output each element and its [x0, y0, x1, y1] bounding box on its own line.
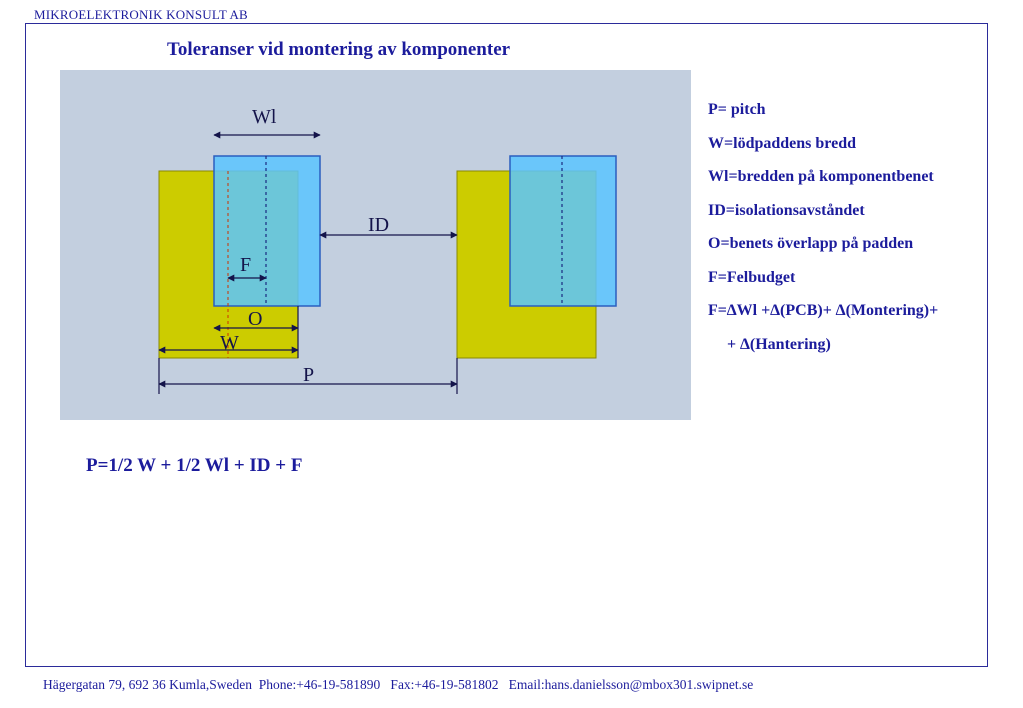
p-label: P	[303, 364, 315, 386]
definition-error-budget: F=Felbudget	[708, 268, 796, 286]
definition-lead-width: Wl=bredden på komponentbenet	[708, 168, 934, 185]
definition-overlap: O=benets överlapp på padden	[708, 235, 914, 252]
error-budget-formula-line-1: F=∆Wl +∆(PCB)+ ∆(Montering)+	[708, 302, 939, 319]
diagram-canvas	[60, 70, 691, 420]
pitch-formula: P=1/2 W + 1/2 Wl + ID + F	[86, 455, 303, 476]
definition-pitch: P= pitch	[708, 101, 766, 118]
definition-isolation-distance: ID=isolationsavståndet	[708, 201, 865, 219]
right-component-lead	[510, 156, 616, 306]
tolerance-diagram	[60, 70, 691, 420]
wl-label: Wl	[252, 106, 277, 128]
company-name: MIKROELEKTRONIK KONSULT AB	[34, 7, 248, 22]
error-budget-formula-line-2: + ∆(Hantering)	[727, 335, 831, 353]
slide-title: Toleranser vid montering av komponenter	[167, 39, 511, 60]
w-label: W	[220, 332, 239, 354]
definition-pad-width: W=lödpaddens bredd	[708, 134, 856, 152]
footer-contact: Hägergatan 79, 692 36 Kumla,Sweden Phone:+46-19-581890 Fax:+46-19-581802 Email:hans.danielsson@mbox301.swipnet.se	[43, 677, 754, 692]
definitions-list	[708, 93, 938, 361]
o-label: O	[248, 308, 263, 330]
f-label: F	[240, 254, 252, 276]
id-label: ID	[368, 214, 390, 236]
left-component-lead	[214, 156, 320, 306]
